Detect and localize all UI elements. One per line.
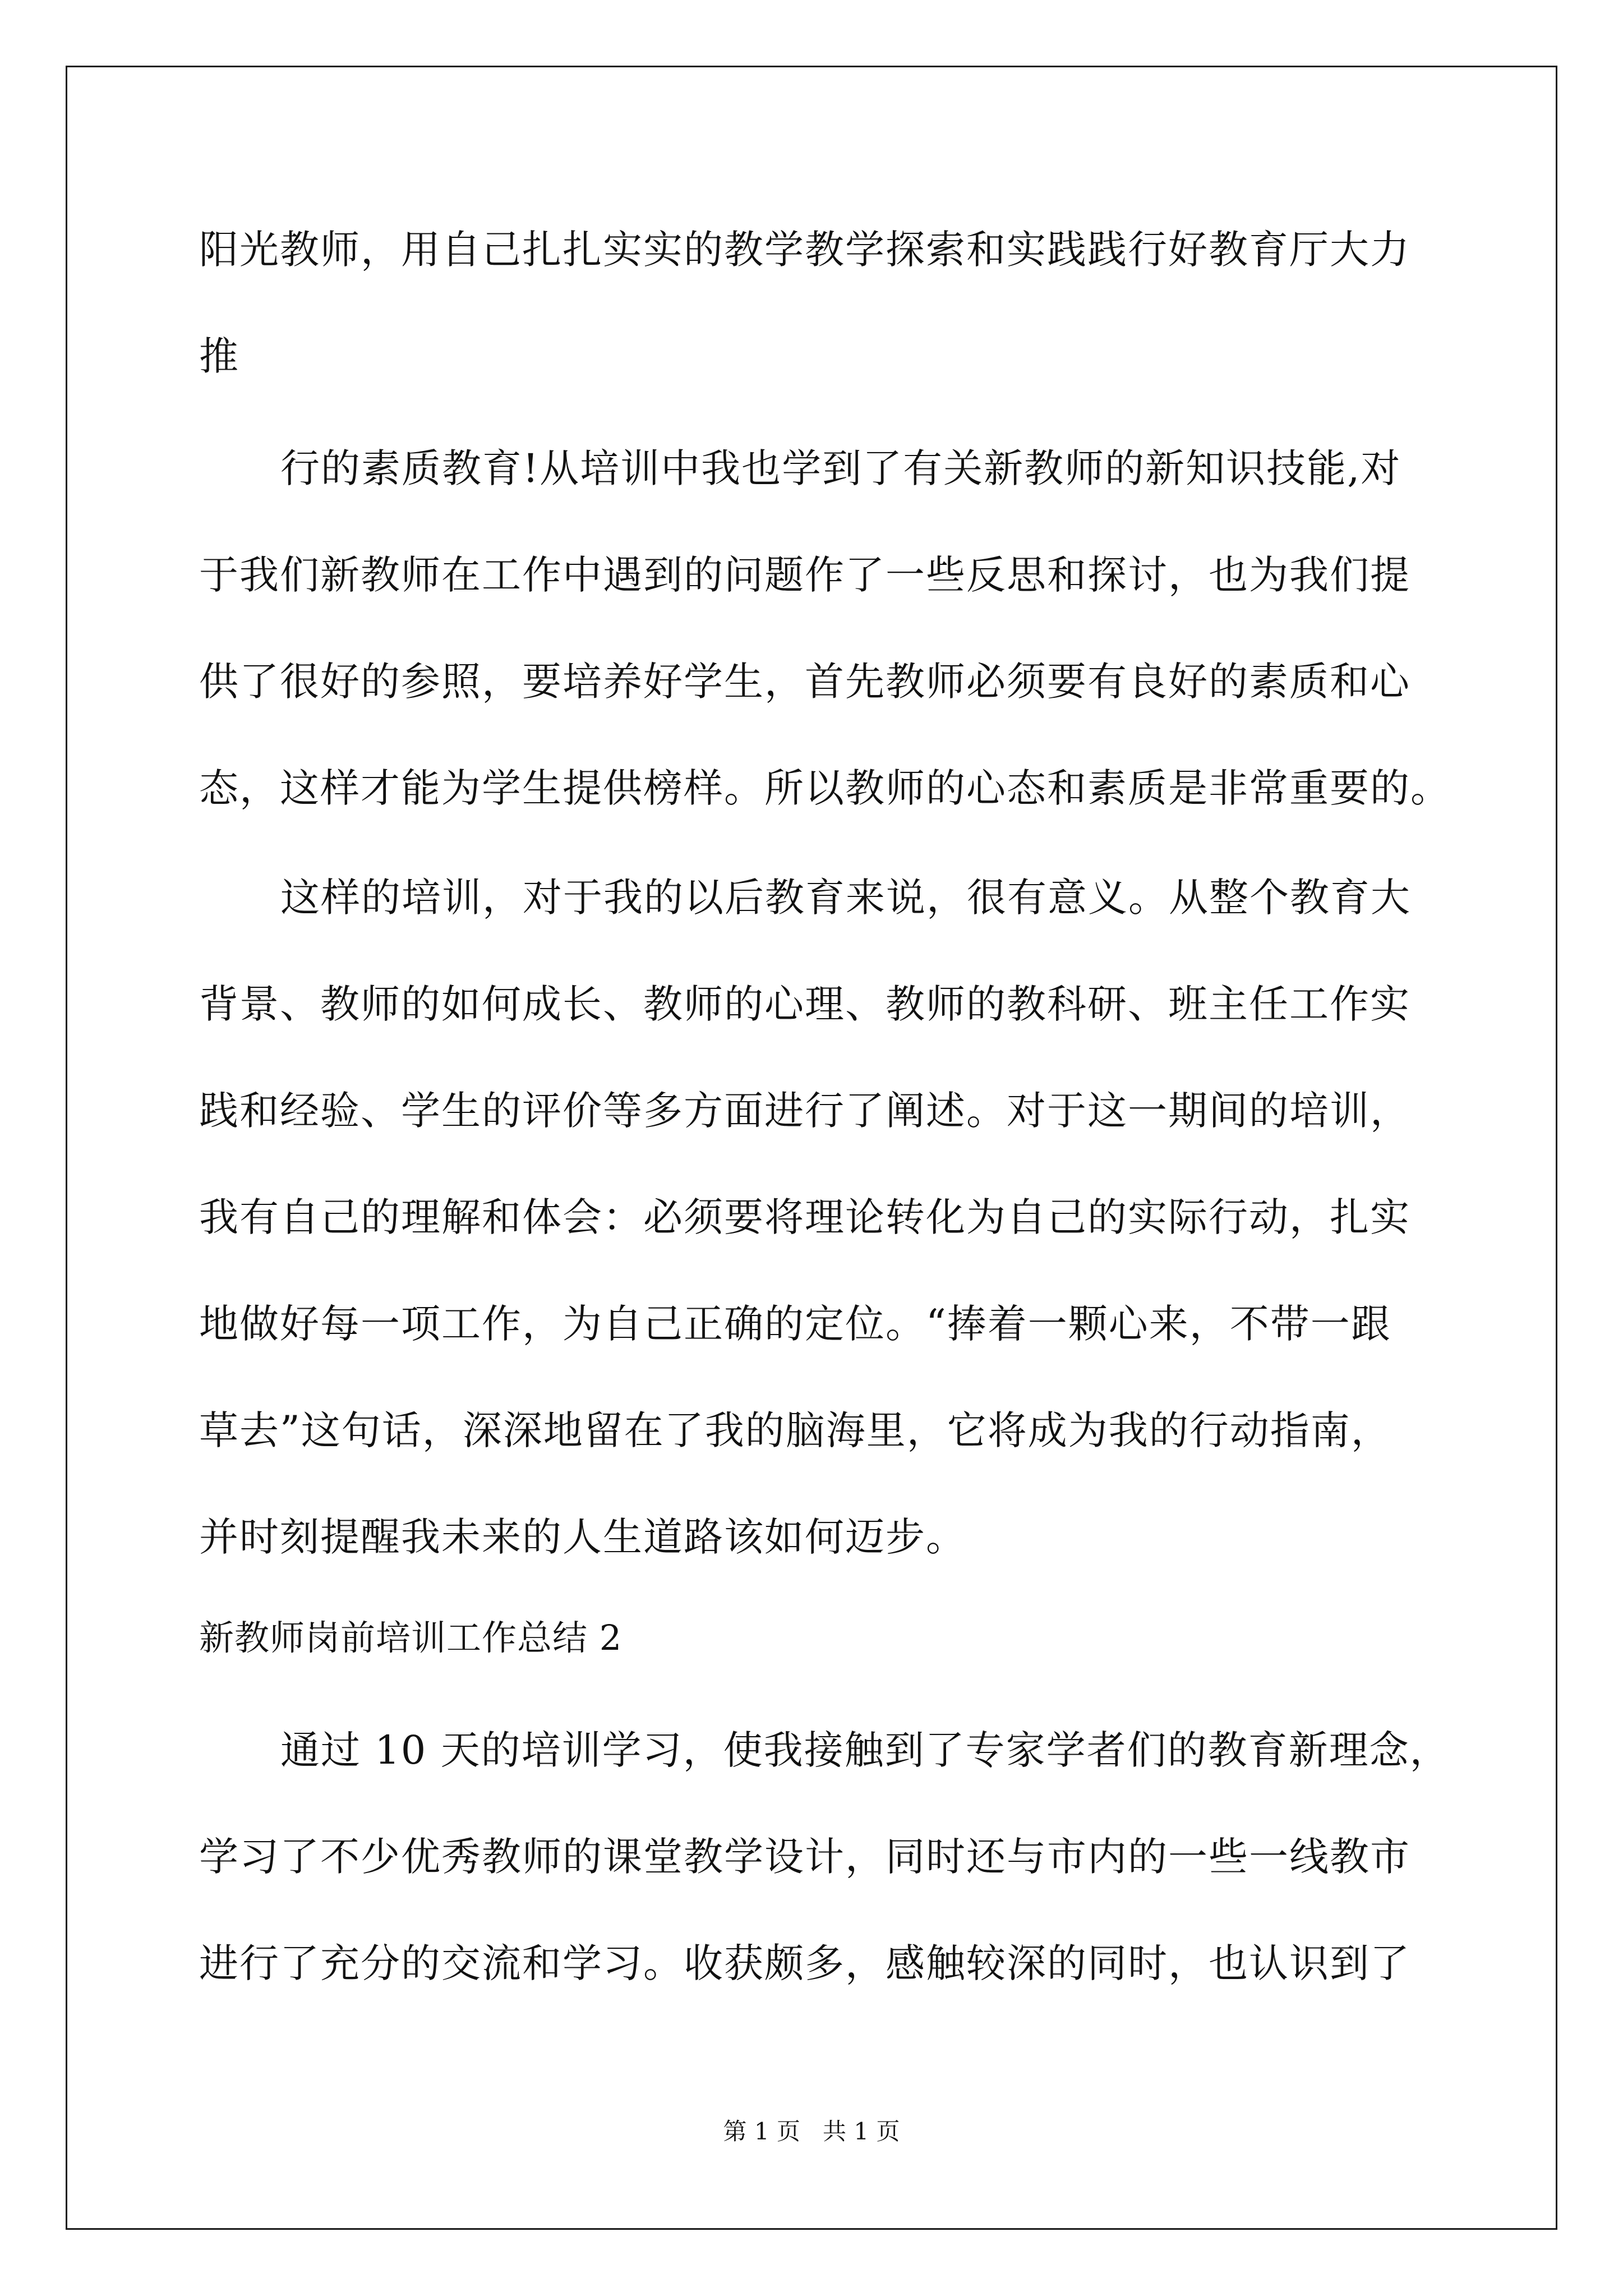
paragraph-line: 并时刻提醒我未来的人生道路该如何迈步。 [199,1514,966,1560]
page-border [66,66,1557,2230]
paragraph-line: 学习了不少优秀教师的课堂教学设计，同时还与市内的一些一线教市 [199,1834,1410,1880]
paragraph-line: 推 [199,333,239,379]
paragraph-line: 我有自己的理解和体会：必须要将理论转化为自己的实际行动，扎实 [199,1194,1410,1240]
paragraph-line: 态，这样才能为学生提供榜样。所以教师的心态和素质是非常重要的。 [199,765,1451,811]
paragraph-line: 草去”这句话，深深地留在了我的脑海里，它将成为我的行动指南， [199,1407,1391,1453]
paragraph-line: 背景、教师的如何成长、教师的心理、教师的教科研、班主任工作实 [199,981,1410,1027]
paragraph-line: 进行了充分的交流和学习。收获颇多，感触较深的同时，也认识到了 [199,1940,1410,1986]
paragraph-line: 这样的培训，对于我的以后教育来说，很有意义。从整个教育大 [280,875,1411,921]
paragraph-line: 行的素质教育!从培训中我也学到了有关新教师的新知识技能,对 [280,445,1401,491]
paragraph-line: 供了很好的参照，要培养好学生，首先教师必须要有良好的素质和心 [199,659,1410,705]
paragraph-line: 践和经验、学生的评价等多方面进行了阐述。对于这一期间的培训， [199,1088,1410,1134]
paragraph-line: 通过 10 天的培训学习，使我接触到了专家学者们的教育新理念， [280,1727,1450,1773]
section-heading: 新教师岗前培训工作总结 2 [199,1617,623,1658]
paragraph-line: 阳光教师，用自己扎扎实实的教学教学探索和实践践行好教育厅大力 [199,227,1410,273]
paragraph-line: 于我们新教师在工作中遇到的问题作了一些反思和探讨，也为我们提 [199,552,1410,598]
paragraph-line: 地做好每一项工作，为自己正确的定位。“捧着一颗心来，不带一跟 [199,1301,1391,1347]
page-number-footer: 第 1 页 共 1 页 [723,2118,900,2145]
